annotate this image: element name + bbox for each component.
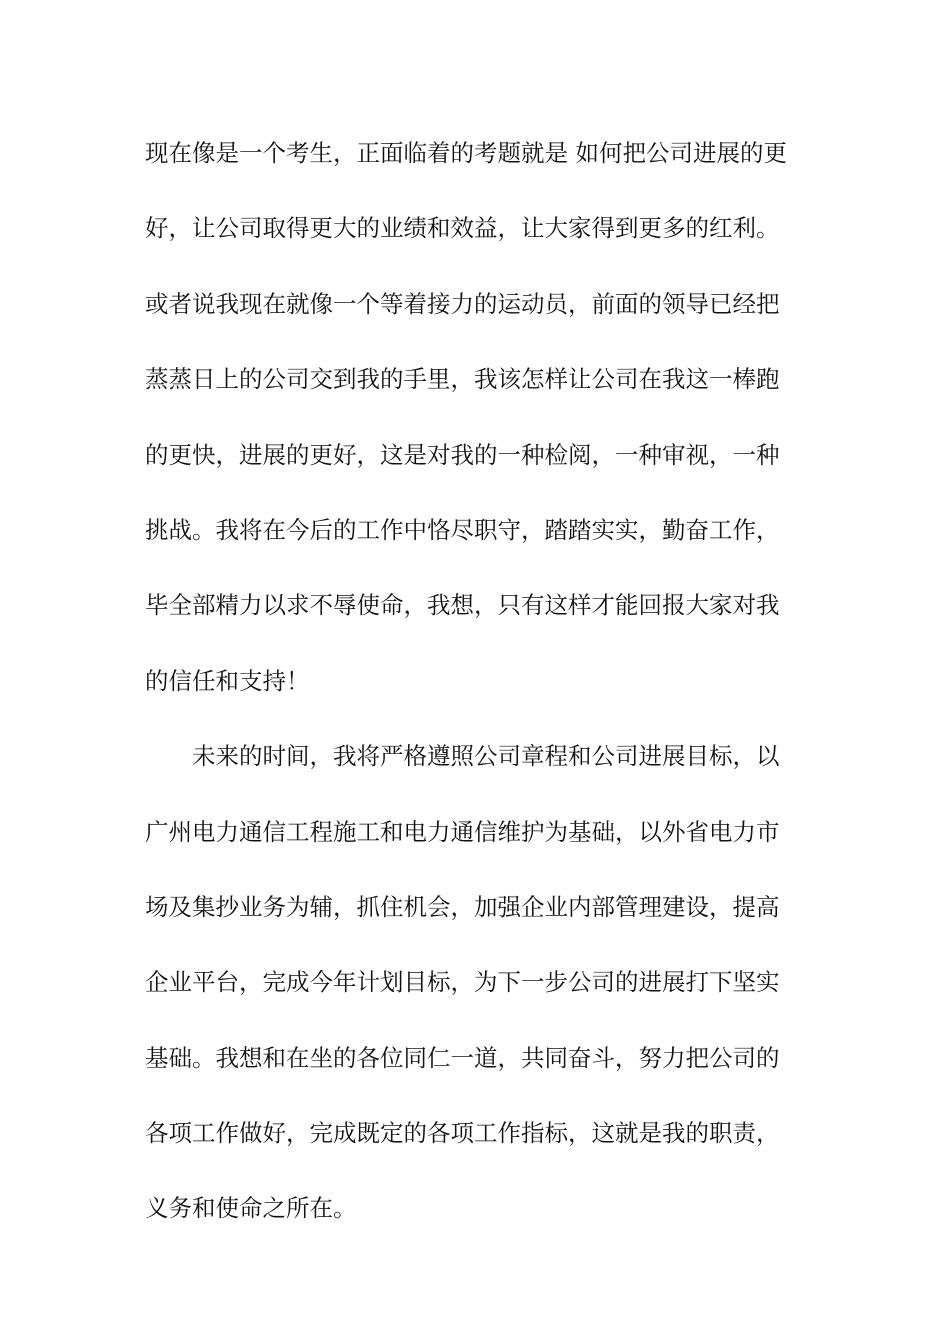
paragraph-line: 蒸蒸日上的公司交到我的手里，我该怎样让公司在我这一棒跑 — [145, 365, 780, 394]
paragraph-line: 现在像是一个考生，正面临着的考题就是 如何把公司进展的更 — [145, 139, 787, 167]
paragraph-line: 或者说我现在就像一个等着接力的运动员，前面的领导已经把 — [145, 289, 780, 318]
paragraph-line: 各项工作做好，完成既定的各项工作指标，这就是我的职责， — [145, 1119, 780, 1148]
paragraph-line: 义务和使命之所在。 — [145, 1194, 357, 1223]
paragraph-line: 好，让公司取得更大的业绩和效益，让大家得到更多的红利。 — [145, 214, 780, 243]
paragraph-line: 毕全部精力以求不辱使命，我想，只有这样才能回报大家对我 — [145, 591, 780, 620]
paragraph-line: 场及集抄业务为辅，抓住机会，加强企业内部管理建设，提高 — [145, 892, 780, 921]
paragraph-line: 基础。我想和在坐的各位同仁一道，共同奋斗，努力把公司的 — [145, 1043, 780, 1072]
paragraph-line: 的更快，进展的更好，这是对我的一种检阅，一种审视，一种 — [145, 440, 780, 469]
paragraph-line: 企业平台，完成今年计划目标，为下一步公司的进展打下坚实 — [145, 968, 780, 997]
paragraph-first-line: 未来的时间，我将严格遵照公司章程和公司进展目标，以 — [192, 742, 780, 771]
paragraph-line: 挑战。我将在今后的工作中恪尽职守，踏踏实实，勤奋工作， — [145, 515, 780, 544]
document-body — [145, 131, 810, 1262]
paragraph-line: 广州电力通信工程施工和电力通信维护为基础，以外省电力市 — [145, 817, 780, 846]
paragraph-line: 的信任和支持！ — [145, 666, 310, 695]
